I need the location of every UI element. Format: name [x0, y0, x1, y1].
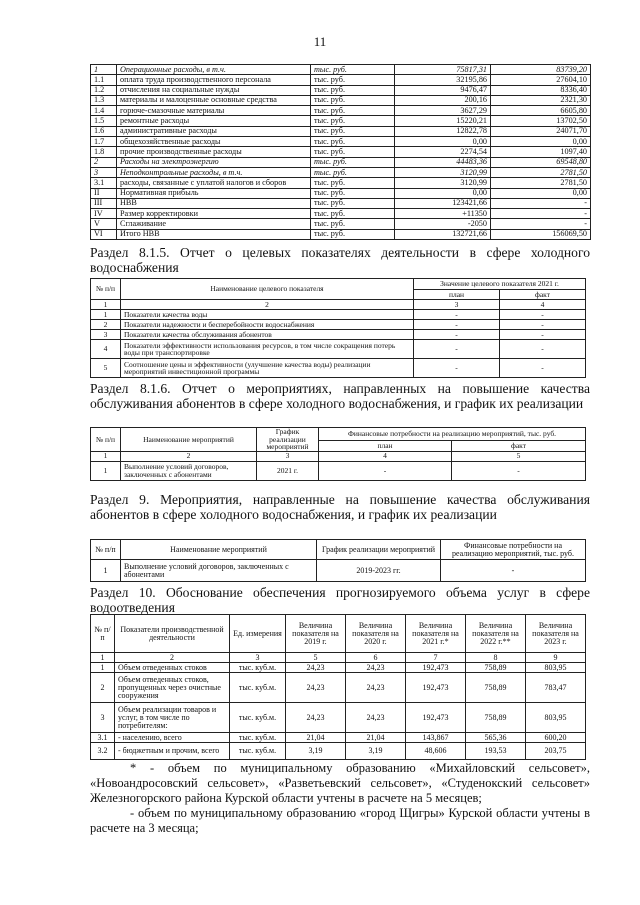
index-cell: 1 [91, 451, 121, 461]
row-number: 3 [91, 330, 121, 340]
row-value: 24,23 [346, 673, 406, 703]
row-unit: тыс. руб. [311, 157, 395, 167]
row-value: 758,89 [466, 663, 526, 673]
costs-table [90, 64, 591, 240]
row-name: Операционные расходы, в т.ч. [117, 65, 311, 75]
row-indicator: - бюджетным и прочим, всего [115, 743, 230, 760]
table-row [91, 157, 591, 167]
row-unit: тыс. руб. [311, 116, 395, 126]
row-value-a: -2050 [395, 219, 491, 229]
measure-fact: - [452, 461, 586, 480]
index-cell: 4 [500, 300, 586, 310]
row-unit: тыс. руб. [311, 85, 395, 95]
indicator-name: Соотношение цены и эффективности (улучшение качества воды) реализации мероприятий инвестиционной программы [121, 359, 414, 378]
table-row [91, 359, 586, 378]
table-row [91, 126, 591, 136]
table-row [91, 320, 586, 330]
row-value-b: 2321,30 [491, 95, 591, 105]
table-row [91, 116, 591, 126]
row-value: 203,75 [526, 743, 586, 760]
row-value: 565,36 [466, 733, 526, 743]
row-unit: тыс. руб. [311, 219, 395, 229]
index-cell: 5 [286, 653, 346, 663]
table-row [91, 85, 591, 95]
indicator-fact: - [500, 320, 586, 330]
table-row [91, 65, 591, 75]
table-row [91, 75, 591, 85]
row-value-b: 27604,10 [491, 75, 591, 85]
row-indicator: Объем реализации товаров и услуг, в том числе по потребителям: [115, 703, 230, 733]
col-finance-header: Финансовые потребности на реализацию мероприятий, тыс. руб. [319, 428, 586, 441]
row-value: 3,19 [346, 743, 406, 760]
row-value-a: 44483,36 [395, 157, 491, 167]
col-measure-header: Наименование мероприятий [121, 428, 257, 452]
measure-plan: - [319, 461, 452, 480]
index-cell: 6 [346, 653, 406, 663]
row-name: прочие производственные расходы [117, 147, 311, 157]
row-value: 803,95 [526, 663, 586, 673]
index-cell: 7 [406, 653, 466, 663]
table-row [91, 330, 586, 340]
measure-schedule: 2019-2023 гг. [317, 560, 441, 582]
table-row [91, 188, 591, 198]
row-value-a: 0,00 [395, 137, 491, 147]
row-unit: тыс. руб. [311, 209, 395, 219]
row-unit: тыс. руб. [311, 106, 395, 116]
wastewater-volume-body [91, 663, 586, 760]
row-unit: тыс. руб. [311, 126, 395, 136]
row-value: 24,23 [286, 663, 346, 673]
indicator-name: Показатели надежности и бесперебойности водоснабжения [121, 320, 414, 330]
row-unit: тыс. куб.м. [230, 733, 286, 743]
row-number: IV [91, 209, 117, 219]
col-plan-header: план [319, 441, 452, 451]
row-name: НВВ [117, 198, 311, 208]
row-unit: тыс. куб.м. [230, 673, 286, 703]
row-value-b: - [491, 209, 591, 219]
row-unit: тыс. куб.м. [230, 663, 286, 673]
column-header: Величина показателя на 2021 г.* [406, 615, 466, 653]
row-value: 192,473 [406, 673, 466, 703]
index-cell: 3 [257, 451, 319, 461]
row-value: 48,606 [406, 743, 466, 760]
table-row [91, 137, 591, 147]
section-8-1-6-heading: Раздел 8.1.6. Отчет о мероприятиях, направленных на повышение качества обслуживания абонентов в сфере холодного водоснабжения, и график их реализации [90, 381, 590, 411]
row-value: 21,04 [286, 733, 346, 743]
row-indicator: Объем отведенных стоков [115, 663, 230, 673]
table-row [91, 733, 586, 743]
indicator-plan: - [414, 310, 500, 320]
page-number: 11 [313, 34, 327, 49]
row-number: 1.8 [91, 147, 117, 157]
measure-name: Выполнение условий договоров, заключенных с абонентами [121, 560, 317, 582]
col-number-header: № п/п [91, 540, 121, 560]
row-number: 3.2 [91, 743, 115, 760]
index-cell: 2 [115, 653, 230, 663]
table-row [91, 178, 591, 188]
row-name: Нормативная прибыль [117, 188, 311, 198]
column-header: Величина показателя на 2022 г.** [466, 615, 526, 653]
row-name: отчисления на социальные нужды [117, 85, 311, 95]
footnote-1: * - объем по муниципальному образованию «Михайловский сельсовет», «Новоандросовский сельсовет», «Разветьевский сельсовет», «Студенокский сельсовет» Железногорского района Курской области учтены в расчете на 5 месяцев; [90, 761, 590, 805]
row-number: 1.5 [91, 116, 117, 126]
row-value-a: 132721,66 [395, 229, 491, 239]
column-header: Величина показателя на 2023 г. [526, 615, 586, 653]
row-value-b: 69548,80 [491, 157, 591, 167]
row-value-a: 3120,99 [395, 178, 491, 188]
col-number-header: № п/п [91, 428, 121, 452]
row-value-a: 9476,47 [395, 85, 491, 95]
row-unit: тыс. куб.м. [230, 743, 286, 760]
index-cell: 4 [319, 451, 452, 461]
row-value: 24,23 [346, 703, 406, 733]
row-unit: тыс. руб. [311, 147, 395, 157]
col-plan-header: план [414, 290, 500, 300]
table-row [91, 663, 586, 673]
section-8-1-5-heading: Раздел 8.1.5. Отчет о целевых показателях деятельности в сфере холодного водоснабжения [90, 245, 590, 275]
row-name: расходы, связанные с уплатой налогов и сборов [117, 178, 311, 188]
row-value: 143,867 [406, 733, 466, 743]
indicator-plan: - [414, 340, 500, 359]
row-number: 3.1 [91, 733, 115, 743]
row-value-b: 24071,70 [491, 126, 591, 136]
index-cell: 2 [121, 300, 414, 310]
row-value-b: 6605,80 [491, 106, 591, 116]
row-number: 1 [91, 310, 121, 320]
table-index-row [91, 653, 586, 663]
row-value: 758,89 [466, 703, 526, 733]
row-number: 4 [91, 340, 121, 359]
row-value-b: 156069,50 [491, 229, 591, 239]
row-number: III [91, 198, 117, 208]
row-name: ремонтные расходы [117, 116, 311, 126]
row-value: 783,47 [526, 673, 586, 703]
wastewater-volume-table [90, 614, 586, 760]
row-name: административные расходы [117, 126, 311, 136]
row-indicator: - населению, всего [115, 733, 230, 743]
indicator-fact: - [500, 359, 586, 378]
index-cell: 1 [91, 653, 115, 663]
row-name: материалы и малоценные основные средства [117, 95, 311, 105]
column-header: № п/п [91, 615, 115, 653]
row-number: 5 [91, 359, 121, 378]
row-value-a: 0,00 [395, 188, 491, 198]
row-value-a: 3627,29 [395, 106, 491, 116]
row-name: Неподконтрольные расходы, в т.ч. [117, 167, 311, 177]
table-row [91, 106, 591, 116]
row-value-b: 2781,50 [491, 178, 591, 188]
section-10-heading: Раздел 10. Обоснование обеспечения прогнозируемого объема услуг в сфере водоотведения [90, 585, 590, 615]
row-value-b: - [491, 219, 591, 229]
row-value: 192,473 [406, 663, 466, 673]
section-9-heading: Раздел 9. Мероприятия, направленные на повышение качества обслуживания абонентов в сфере холодного водоснабжения, и график их реализации [90, 492, 590, 522]
row-name: горюче-смазочные материалы [117, 106, 311, 116]
row-unit: тыс. руб. [311, 178, 395, 188]
row-unit: тыс. руб. [311, 188, 395, 198]
row-value-a: 2274,54 [395, 147, 491, 157]
table-row [91, 219, 591, 229]
row-value: 600,20 [526, 733, 586, 743]
column-header: Показатели производственной деятельности [115, 615, 230, 653]
row-number: 1.4 [91, 106, 117, 116]
target-indicators-body [91, 310, 586, 378]
col-fact-header: факт [452, 441, 586, 451]
row-value: 803,95 [526, 703, 586, 733]
row-number: 1 [91, 560, 121, 582]
row-name: оплата труда производственного персонала [117, 75, 311, 85]
row-value-b: 83739,20 [491, 65, 591, 75]
footnote-2: - объем по муниципальному образованию «город Щигры» Курской области учтены в расчете на 3 месяца; [90, 806, 590, 835]
index-cell: 2 [121, 451, 257, 461]
table-row [91, 167, 591, 177]
col-schedule-header: График реализации мероприятий [317, 540, 441, 560]
row-value-b: 13702,50 [491, 116, 591, 126]
row-number: 1.7 [91, 137, 117, 147]
row-unit: тыс. руб. [311, 75, 395, 85]
row-name: общехозяйственные расходы [117, 137, 311, 147]
measures-report-table [90, 427, 586, 481]
table-row [91, 673, 586, 703]
indicator-fact: - [500, 330, 586, 340]
row-value: 758,89 [466, 673, 526, 703]
row-value-b: 2781,50 [491, 167, 591, 177]
row-unit: тыс. руб. [311, 137, 395, 147]
row-number: 1.1 [91, 75, 117, 85]
table-row [91, 310, 586, 320]
row-value: 24,23 [286, 703, 346, 733]
table-row [91, 209, 591, 219]
row-unit: тыс. руб. [311, 65, 395, 75]
target-indicators-table [90, 278, 586, 378]
measure-name: Выполнение условий договоров, заключенных с абонентами [121, 461, 257, 480]
row-number: 1 [91, 461, 121, 480]
row-value-a: 12822,78 [395, 126, 491, 136]
row-unit: тыс. руб. [311, 198, 395, 208]
col-fact-header: факт [500, 290, 586, 300]
row-value-a: 32195,86 [395, 75, 491, 85]
indicator-plan: - [414, 320, 500, 330]
index-cell: 3 [230, 653, 286, 663]
index-cell: 3 [414, 300, 500, 310]
table-row [91, 229, 591, 239]
row-unit: тыс. куб.м. [230, 703, 286, 733]
measure-finance: - [441, 560, 586, 582]
table-row [91, 147, 591, 157]
row-value-a: 3120,99 [395, 167, 491, 177]
indicator-plan: - [414, 330, 500, 340]
indicator-name: Показатели эффективности использования ресурсов, в том числе сокращения потерь воды при транспортировке [121, 340, 414, 359]
row-number: VI [91, 229, 117, 239]
row-number: 2 [91, 673, 115, 703]
row-number: V [91, 219, 117, 229]
index-cell: 1 [91, 300, 121, 310]
row-number: 2 [91, 157, 117, 167]
row-name: Расходы на электроэнергию [117, 157, 311, 167]
row-unit: тыс. руб. [311, 167, 395, 177]
row-value-a: 15220,21 [395, 116, 491, 126]
row-number: 1.6 [91, 126, 117, 136]
row-number: II [91, 188, 117, 198]
row-value-a: 200,16 [395, 95, 491, 105]
row-value-a: 123421,66 [395, 198, 491, 208]
indicator-plan: - [414, 359, 500, 378]
row-number: 3 [91, 703, 115, 733]
row-name: Сглаживание [117, 219, 311, 229]
row-value-b: 1097,40 [491, 147, 591, 157]
costs-table-body [91, 65, 591, 240]
col-finance-header: Финансовые потребности на реализацию мероприятий, тыс. руб. [441, 540, 586, 560]
column-header: Величина показателя на 2019 г. [286, 615, 346, 653]
row-value-a: 75817,31 [395, 65, 491, 75]
index-cell: 9 [526, 653, 586, 663]
row-value-b: 0,00 [491, 188, 591, 198]
row-value: 192,473 [406, 703, 466, 733]
row-value-b: 8336,40 [491, 85, 591, 95]
row-unit: тыс. руб. [311, 229, 395, 239]
row-number: 1 [91, 663, 115, 673]
table-row [91, 743, 586, 760]
col-measure-header: Наименование мероприятий [121, 540, 317, 560]
row-number: 3.1 [91, 178, 117, 188]
column-header: Ед. измерения [230, 615, 286, 653]
column-header: Величина показателя на 2020 г. [346, 615, 406, 653]
row-number: 1 [91, 65, 117, 75]
table-row [91, 198, 591, 208]
row-value-b: - [491, 198, 591, 208]
row-name: Размер корректировки [117, 209, 311, 219]
row-number: 1.2 [91, 85, 117, 95]
row-number: 3 [91, 167, 117, 177]
row-value: 3,19 [286, 743, 346, 760]
col-number-header: № п/п [91, 279, 121, 300]
index-cell: 8 [466, 653, 526, 663]
indicator-name: Показатели качества воды [121, 310, 414, 320]
measure-schedule: 2021 г. [257, 461, 319, 480]
row-value: 193,53 [466, 743, 526, 760]
indicator-fact: - [500, 340, 586, 359]
table-row [91, 95, 591, 105]
row-value: 24,23 [346, 663, 406, 673]
row-number: 1.3 [91, 95, 117, 105]
table-row [91, 703, 586, 733]
indicator-name: Показатели качества обслуживания абонентов [121, 330, 414, 340]
index-cell: 5 [452, 451, 586, 461]
row-number: 2 [91, 320, 121, 330]
col-value-header: Значение целевого показателя 2021 г. [414, 279, 586, 290]
col-schedule-header: График реализации мероприятий [257, 428, 319, 452]
measures-plan-table [90, 539, 586, 582]
row-value-a: +11350 [395, 209, 491, 219]
table-row [91, 340, 586, 359]
row-indicator: Объем отведенных стоков, пропущенных через очистные сооружения [115, 673, 230, 703]
row-name: Итого НВВ [117, 229, 311, 239]
row-unit: тыс. руб. [311, 95, 395, 105]
indicator-fact: - [500, 310, 586, 320]
row-value: 24,23 [286, 673, 346, 703]
row-value-b: 0,00 [491, 137, 591, 147]
table-header-row [91, 615, 586, 653]
row-value: 21,04 [346, 733, 406, 743]
col-indicator-header: Наименование целевого показателя [121, 279, 414, 300]
